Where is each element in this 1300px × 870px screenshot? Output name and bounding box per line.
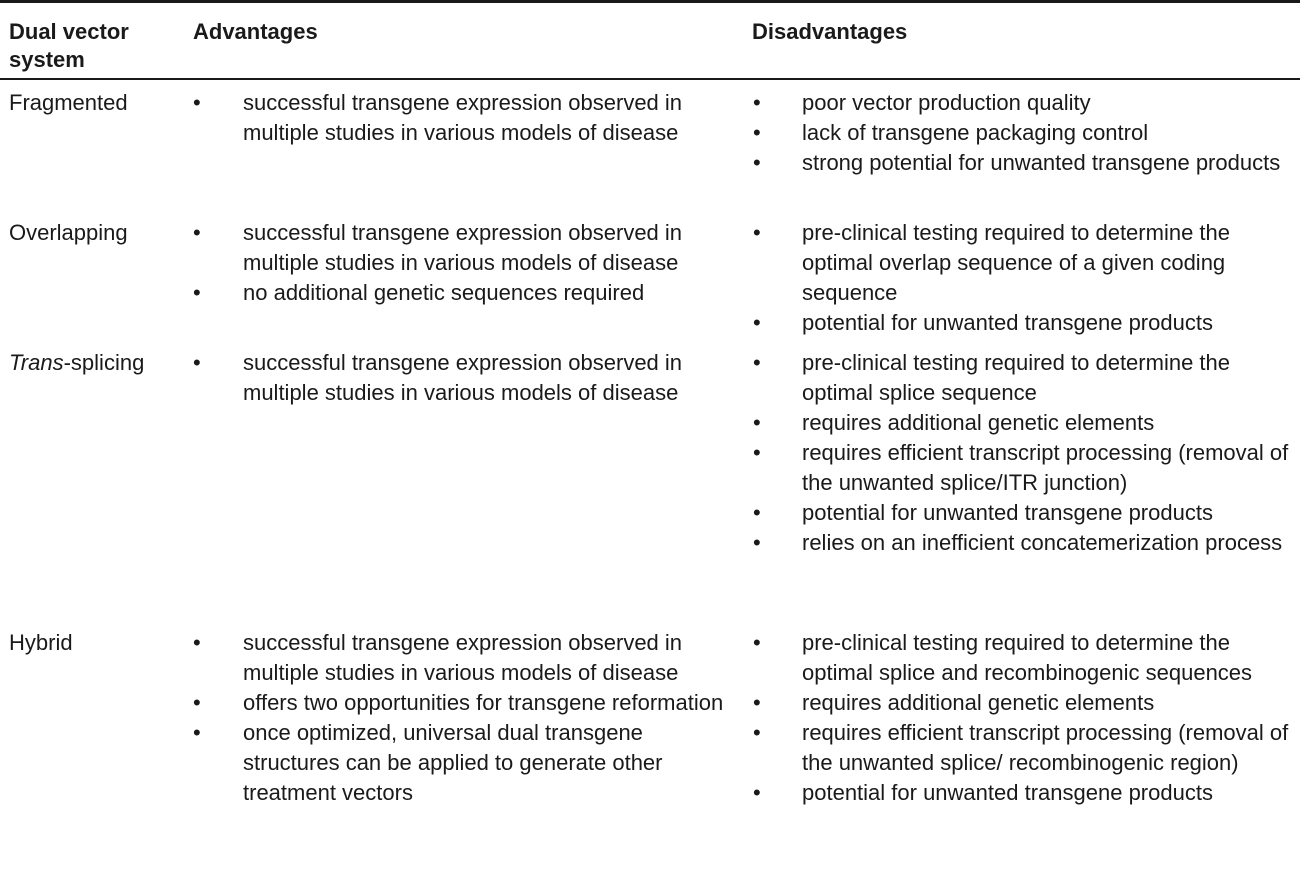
disadvantages-list <box>752 218 1297 338</box>
list-item: • successful transgene expression observed in multiple studies in various models of disease <box>193 220 683 275</box>
list-item: • relies on an inefficient concatemerization process <box>752 528 1297 558</box>
bullet: • <box>753 90 761 115</box>
bullet: • <box>753 120 761 145</box>
table-header <box>0 18 1300 78</box>
list-item: • strong potential for unwanted transgene products <box>752 148 1297 178</box>
bullet: • <box>753 220 761 245</box>
bullet: • <box>193 350 201 375</box>
list-item: • pre-clinical testing required to determine the optimal overlap sequence of a given coding sequence <box>753 220 1231 305</box>
list-item: • potential for unwanted transgene products <box>752 308 1297 338</box>
list-item: • potential for unwanted transgene products <box>752 778 1297 808</box>
list-item: • requires efficient transcript processing (removal of the unwanted splice/ITR junction) <box>753 440 1289 495</box>
list-item: • offers two opportunities for transgene reformation <box>193 688 733 718</box>
header-system: Dual vector system <box>9 19 129 72</box>
list-item: • successful transgene expression observed in multiple studies in various models of disease <box>193 90 683 145</box>
header-disadvantages: Disadvantages <box>752 19 908 44</box>
advantages-list <box>193 218 733 308</box>
list-item: • successful transgene expression observed in multiple studies in various models of disease <box>193 630 683 685</box>
table-top-rule <box>0 0 1300 3</box>
bullet: • <box>753 310 761 335</box>
list-item: • requires efficient transcript processing (removal of the unwanted splice/ recombinogenic region) <box>753 720 1289 775</box>
advantages-list <box>193 88 733 148</box>
bullet: • <box>193 720 201 745</box>
system-name: Fragmented <box>9 90 128 115</box>
bullet: • <box>753 530 761 555</box>
list-item: • no additional genetic sequences required <box>193 278 733 308</box>
bullet: • <box>753 780 761 805</box>
list-item: • poor vector production quality <box>752 88 1297 118</box>
bullet: • <box>753 350 761 375</box>
list-item: • lack of transgene packaging control <box>752 118 1297 148</box>
bullet: • <box>753 500 761 525</box>
bullet: • <box>753 690 761 715</box>
disadvantages-list <box>752 628 1297 808</box>
disadvantages-list <box>752 348 1297 558</box>
advantages-list <box>193 628 733 808</box>
bullet: • <box>193 220 201 245</box>
system-name: Trans-splicing <box>9 350 145 375</box>
bullet: • <box>753 440 761 465</box>
disadvantages-list <box>752 88 1297 178</box>
bullet: • <box>193 690 201 715</box>
bullet: • <box>753 630 761 655</box>
advantages-list <box>193 348 733 408</box>
list-item: • successful transgene expression observed in multiple studies in various models of disease <box>193 350 683 405</box>
list-item: • potential for unwanted transgene products <box>752 498 1297 528</box>
system-name: Hybrid <box>9 630 73 655</box>
bullet: • <box>753 410 761 435</box>
header-rule <box>0 78 1300 80</box>
list-item: • requires additional genetic elements <box>752 408 1297 438</box>
list-item: • once optimized, universal dual transgene structures can be applied to generate other treatment vectors <box>193 720 663 805</box>
list-item: • pre-clinical testing required to determine the optimal splice sequence <box>753 350 1231 405</box>
bullet: • <box>193 630 201 655</box>
bullet: • <box>193 280 201 305</box>
header-advantages: Advantages <box>193 19 318 44</box>
list-item: • requires additional genetic elements <box>752 688 1297 718</box>
bullet: • <box>753 150 761 175</box>
list-item: • pre-clinical testing required to determine the optimal splice and recombinogenic sequences <box>753 630 1253 685</box>
bullet: • <box>753 720 761 745</box>
system-name: Overlapping <box>9 220 128 245</box>
bullet: • <box>193 90 201 115</box>
